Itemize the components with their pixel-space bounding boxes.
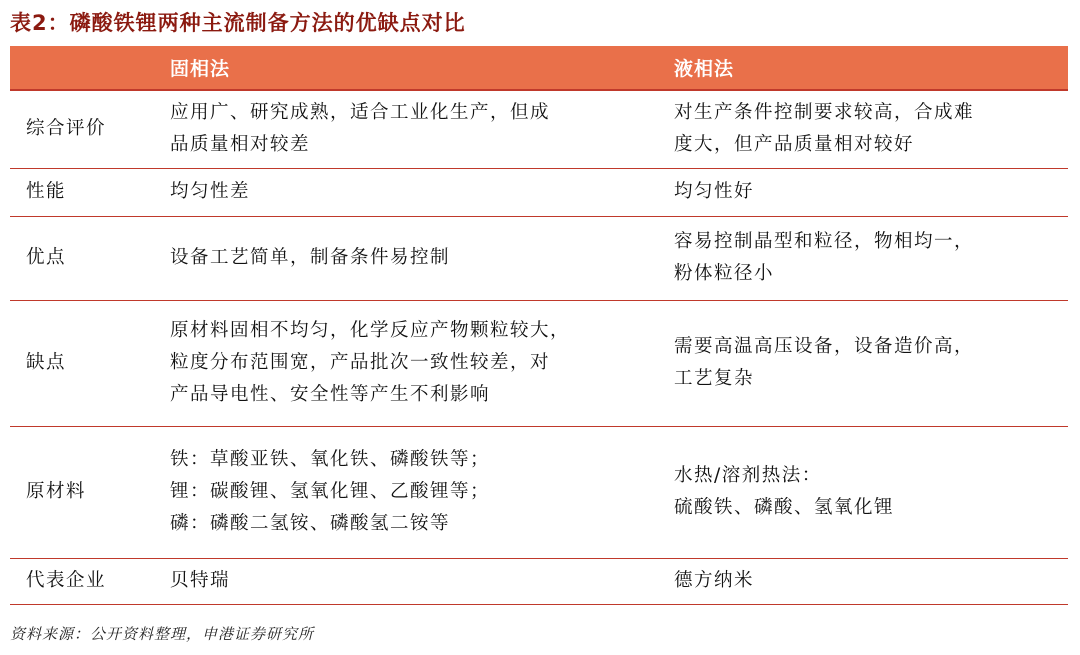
cell-text-line: 容易控制晶型和粒径，物相均一，: [674, 231, 975, 252]
table-row: [10, 90, 1068, 168]
cell-text-line: 贝特瑞: [170, 570, 231, 591]
solid-method-cell: [160, 90, 664, 168]
row-label: 优点: [10, 216, 160, 300]
solid-method-cell: [160, 216, 664, 300]
liquid-method-cell: [664, 216, 1068, 300]
cell-text-line: 锂：碳酸锂、氢氧化锂、乙酸锂等；: [170, 481, 491, 502]
liquid-method-cell: [664, 426, 1068, 558]
cell-text-line: 工艺复杂: [674, 368, 755, 389]
cell-text-line: 产品导电性、安全性等产生不利影响: [170, 384, 491, 405]
solid-method-cell: [160, 168, 664, 216]
table-header-row: [10, 46, 1068, 90]
cell-text-line: 铁：草酸亚铁、氧化铁、磷酸铁等；: [170, 449, 491, 470]
cell-text-line: 均匀性差: [170, 181, 251, 202]
table-row: [10, 168, 1068, 216]
header-liquid-method: 液相法: [664, 46, 1068, 90]
row-label: 性能: [10, 168, 160, 216]
table-row: [10, 216, 1068, 300]
cell-text-line: 磷：磷酸二氢铵、磷酸氢二铵等: [170, 513, 451, 534]
cell-text-line: 品质量相对较差: [170, 134, 311, 156]
liquid-method-cell: [664, 558, 1068, 604]
table-row: [10, 300, 1068, 426]
cell-text-line: 水热/溶剂热法：: [674, 465, 822, 486]
cell-text-line: 度大，但产品质量相对较好: [674, 134, 915, 156]
row-label: 综合评价: [10, 90, 160, 168]
solid-method-cell: [160, 426, 664, 558]
solid-method-cell: [160, 558, 664, 604]
liquid-method-cell: [664, 300, 1068, 426]
table-row: [10, 558, 1068, 604]
header-empty-cell: [10, 46, 160, 90]
cell-text-line: 硫酸铁、磷酸、氢氧化锂: [674, 497, 895, 518]
liquid-method-cell: [664, 90, 1068, 168]
table-body: [10, 90, 1068, 604]
cell-text-line: 原材料固相不均匀，化学反应产物颗粒较大，: [170, 320, 571, 341]
comparison-table: [10, 46, 1068, 605]
header-solid-method: 固相法: [160, 46, 664, 90]
row-label: 代表企业: [10, 558, 160, 604]
cell-text-line: 应用广、研究成熟，适合工业化生产，但成: [170, 102, 551, 124]
source-note: 资料来源：公开资料整理，申港证券研究所: [10, 625, 315, 643]
cell-text-line: 德方纳米: [674, 570, 755, 591]
cell-text-line: 设备工艺简单，制备条件易控制: [170, 247, 451, 268]
cell-text-line: 粉体粒径小: [674, 263, 775, 284]
cell-text-line: 需要高温高压设备，设备造价高，: [674, 336, 975, 357]
cell-text-line: 粒度分布范围宽，产品批次一致性较差，对: [170, 352, 551, 373]
liquid-method-cell: [664, 168, 1068, 216]
cell-text-line: 均匀性好: [674, 181, 755, 202]
cell-text-line: 对生产条件控制要求较高，合成难: [674, 102, 975, 124]
table-row: [10, 426, 1068, 558]
comparison-table-container: [10, 46, 1068, 605]
row-label: 原材料: [10, 426, 160, 558]
solid-method-cell: [160, 300, 664, 426]
table-title: 表2：磷酸铁锂两种主流制备方法的优缺点对比: [10, 11, 466, 35]
row-label: 缺点: [10, 300, 160, 426]
